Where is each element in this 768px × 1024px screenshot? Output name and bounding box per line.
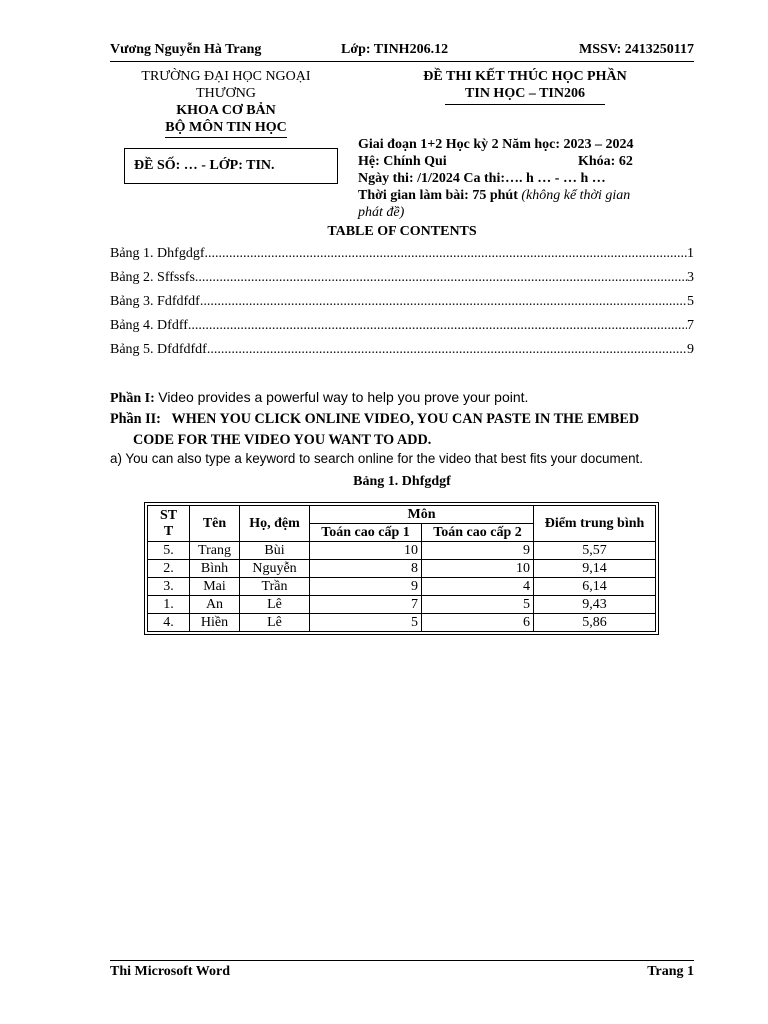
cell-toan2: 6 xyxy=(422,614,534,632)
cell-dtb: 9,14 xyxy=(534,560,656,578)
grades-table xyxy=(144,502,659,635)
toc-title: TABLE OF CONTENTS xyxy=(327,224,477,239)
header-divider xyxy=(110,61,694,62)
exam-number-label: ĐỀ SỐ: … - LỚP: TIN. xyxy=(134,158,275,173)
cell-toan1: 7 xyxy=(310,596,422,614)
exam-duration-note-cont: phát đề) xyxy=(358,205,405,220)
student-id: MSSV: 2413250117 xyxy=(578,42,694,57)
study-system: Hệ: Chính Qui xyxy=(358,154,447,169)
cell-stt: 5. xyxy=(148,542,190,560)
toc-entry-label: Bảng 1. Dhfgdgf xyxy=(110,246,205,261)
part-2-heading xyxy=(110,409,696,451)
toc-entry-label: Bảng 2. Sffssfs xyxy=(110,270,195,285)
course-intake: Khóa: 62 xyxy=(578,154,633,169)
toc-entry[interactable] xyxy=(110,342,694,366)
part-2-label: Phần II: xyxy=(110,411,161,427)
cell-dtb: 6,14 xyxy=(534,578,656,596)
exam-info-block xyxy=(358,136,694,221)
cell-dtb: 9,43 xyxy=(534,596,656,614)
header-mon: Môn xyxy=(310,506,534,524)
page-footer xyxy=(110,964,694,980)
table-row xyxy=(148,578,656,596)
cell-toan1: 5 xyxy=(310,614,422,632)
toc-entry-page: 1 xyxy=(687,246,694,261)
header-diem-tb: Điểm trung bình xyxy=(534,506,656,542)
cell-toan2: 10 xyxy=(422,560,534,578)
header-ten: Tên xyxy=(190,506,240,542)
toc-entry-label: Bảng 4. Dfdff xyxy=(110,318,188,333)
exam-duration: Thời gian làm bài: 75 phút xyxy=(358,188,518,203)
toc-leader-dots xyxy=(205,246,688,262)
cell-ho: Lê xyxy=(240,614,310,632)
toc-entry-page: 9 xyxy=(687,342,694,357)
toc-entry-page: 3 xyxy=(687,270,694,285)
school-name-line1: TRƯỜNG ĐẠI HỌC NGOẠI xyxy=(141,69,311,84)
cell-toan2: 4 xyxy=(422,578,534,596)
toc-entry[interactable] xyxy=(110,246,694,270)
header-stt: ST T xyxy=(148,506,190,542)
course-title: TIN HỌC – TIN206 xyxy=(445,85,605,105)
part-1-text: Video provides a powerful way to help you prove your point. xyxy=(158,389,529,405)
toc-entry-page: 7 xyxy=(687,318,694,333)
exam-number-box xyxy=(124,148,338,184)
part-2-line2: CODE FOR THE VIDEO YOU WANT TO ADD. xyxy=(133,432,432,448)
school-block xyxy=(120,68,332,138)
student-name: Vương Nguyễn Hà Trang xyxy=(110,42,262,57)
footer-divider xyxy=(110,960,694,961)
cell-ten: Trang xyxy=(190,542,240,560)
paragraph-a: a) You can also type a keyword to search online for the video that best fits your document. xyxy=(110,451,643,466)
cell-ten: An xyxy=(190,596,240,614)
cell-ho: Bùi xyxy=(240,542,310,560)
toc-leader-dots xyxy=(200,294,687,310)
cell-ho: Lê xyxy=(240,596,310,614)
table-of-contents xyxy=(110,246,694,366)
toc-leader-dots xyxy=(188,318,687,334)
cell-stt: 2. xyxy=(148,560,190,578)
page-number: Trang 1 xyxy=(647,964,694,979)
cell-ten: Bình xyxy=(190,560,240,578)
cell-stt: 1. xyxy=(148,596,190,614)
table-row xyxy=(148,542,656,560)
part-1-label: Phần I: xyxy=(110,391,155,406)
cell-toan1: 10 xyxy=(310,542,422,560)
header-toan2: Toán cao cấp 2 xyxy=(422,524,534,542)
cell-toan1: 9 xyxy=(310,578,422,596)
exam-title-block xyxy=(356,68,694,105)
cell-dtb: 5,86 xyxy=(534,614,656,632)
part-1-paragraph xyxy=(110,389,694,407)
exam-date: Ngày thi: /1/2024 Ca thi:…. h … - … h … xyxy=(358,171,606,186)
toc-entry-label: Bảng 5. Dfdfdfdf xyxy=(110,342,207,357)
table-row xyxy=(148,596,656,614)
header-ho-dem: Họ, đệm xyxy=(240,506,310,542)
exam-duration-note: (không kể thời gian xyxy=(521,188,631,203)
toc-leader-dots xyxy=(207,342,687,358)
cell-toan1: 8 xyxy=(310,560,422,578)
toc-entry[interactable] xyxy=(110,270,694,294)
exam-title: ĐỀ THI KẾT THÚC HỌC PHẦN xyxy=(423,69,627,84)
toc-entry[interactable] xyxy=(110,318,694,342)
school-name-line2: THƯƠNG xyxy=(196,86,256,101)
header-toan1: Toán cao cấp 1 xyxy=(310,524,422,542)
cell-toan2: 5 xyxy=(422,596,534,614)
table-caption: Bảng 1. Dhfgdgf xyxy=(353,474,451,489)
part-2-line1: WHEN YOU CLICK ONLINE VIDEO, YOU CAN PASTE IN THE EMBED xyxy=(171,411,640,427)
toc-entry-page: 5 xyxy=(687,294,694,309)
cell-ten: Hiền xyxy=(190,614,240,632)
toc-entry[interactable] xyxy=(110,294,694,318)
page-header xyxy=(110,42,694,62)
cell-ten: Mai xyxy=(190,578,240,596)
toc-leader-dots xyxy=(195,270,687,286)
cell-stt: 4. xyxy=(148,614,190,632)
toc-entry-label: Bảng 3. Fdfdfdf xyxy=(110,294,200,309)
exam-period: Giai đoạn 1+2 Học kỳ 2 Năm học: 2023 – 2024 xyxy=(358,137,634,152)
class-code: Lớp: TINH206.12 xyxy=(341,42,449,57)
faculty-name: KHOA CƠ BẢN xyxy=(176,103,276,118)
cell-ho: Trần xyxy=(240,578,310,596)
department-name: BỘ MÔN TIN HỌC xyxy=(165,119,286,138)
cell-stt: 3. xyxy=(148,578,190,596)
table-row xyxy=(148,560,656,578)
cell-dtb: 5,57 xyxy=(534,542,656,560)
table-row xyxy=(148,614,656,632)
cell-toan2: 9 xyxy=(422,542,534,560)
cell-ho: Nguyễn xyxy=(240,560,310,578)
footer-title: Thi Microsoft Word xyxy=(110,964,231,979)
